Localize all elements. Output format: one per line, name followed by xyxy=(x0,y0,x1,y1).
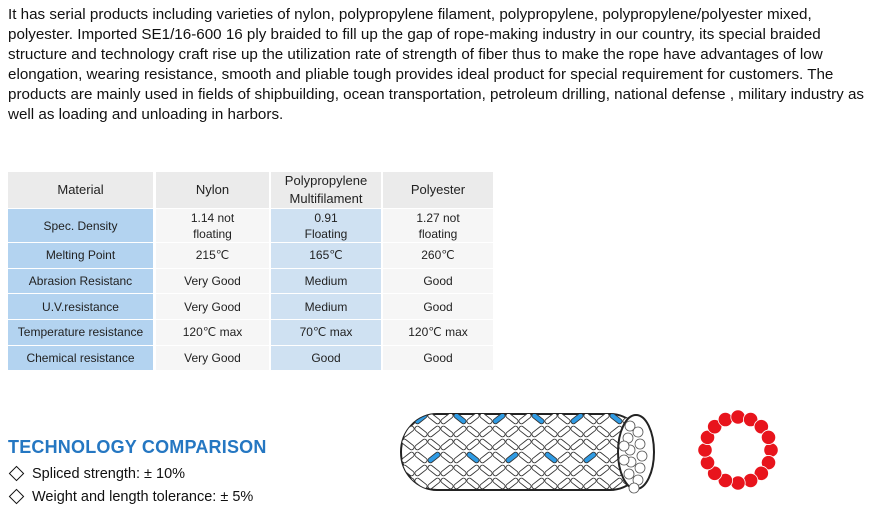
table-row xyxy=(8,242,493,268)
cell-text: 0.91 Floating xyxy=(304,210,348,241)
list-item xyxy=(8,485,253,508)
table-header-row xyxy=(8,172,493,208)
row-label: Abrasion Resistanc xyxy=(8,268,156,294)
cell: 120℃ max xyxy=(156,319,271,345)
header-nylon: Nylon xyxy=(156,172,271,208)
cell: 215℃ xyxy=(156,242,271,268)
row-label: Temperature resistance xyxy=(8,319,156,345)
cell: Good xyxy=(383,345,493,371)
cell-text: 1.27 not floating xyxy=(416,210,460,241)
table-row xyxy=(8,293,493,319)
cell: Very Good xyxy=(156,293,271,319)
cell: 260℃ xyxy=(383,242,493,268)
row-label: Chemical resistance xyxy=(8,345,156,371)
diamond-bullet-icon xyxy=(9,489,25,505)
header-material: Material xyxy=(8,172,156,208)
intro-paragraph: It has serial products including varieties of nylon, polypropylene filament, polypropylene, polypropylene/polyester mixed, polyester. Imported SE1/16-600 16 ply braided to fill up the gap of rope-making industry in our country, its special braided structure and technology craft rise up the utilization rate of strength of fiber thus to make the rope have advantages of low elongation, wearing resistance, smooth and pliable tough provides ideal product for special requirement for customers. The products are mainly used in fields of shipbuilding, ocean transportation, petroleum drilling, national defense , military industry as well as loading and unloading in harbors. xyxy=(8,6,865,124)
header-polypropylene-text: Polypropylene Multifilament xyxy=(284,173,368,206)
list-item-text: Spliced strength: ± 10% xyxy=(32,465,186,482)
table-row xyxy=(8,319,493,345)
cell: Medium xyxy=(271,268,383,294)
cell xyxy=(271,208,383,242)
rope-cross-section-icon xyxy=(695,407,781,493)
header-polypropylene xyxy=(271,172,383,208)
cell: 120℃ max xyxy=(383,319,493,345)
cell-text: 1.14 not floating xyxy=(190,210,235,241)
cell: Good xyxy=(383,268,493,294)
table-row xyxy=(8,208,493,242)
table-row xyxy=(8,345,493,371)
cell: 165℃ xyxy=(271,242,383,268)
braided-rope-icon xyxy=(398,410,658,494)
list-item xyxy=(8,462,253,485)
row-label: Melting Point xyxy=(8,242,156,268)
cell xyxy=(156,208,271,242)
spec-table xyxy=(8,172,493,370)
cell: Medium xyxy=(271,293,383,319)
cell: Very Good xyxy=(156,345,271,371)
technology-title: TECHNOLOGY COMPARISON xyxy=(8,437,267,457)
diamond-bullet-icon xyxy=(9,466,25,482)
cell: Good xyxy=(271,345,383,371)
cell: 70℃ max xyxy=(271,319,383,345)
cell xyxy=(383,208,493,242)
list-item-text: Weight and length tolerance: ± 5% xyxy=(32,488,254,505)
cell: Very Good xyxy=(156,268,271,294)
technology-list xyxy=(8,462,253,508)
table-row xyxy=(8,268,493,294)
cell: Good xyxy=(383,293,493,319)
header-polyester: Polyester xyxy=(383,172,493,208)
row-label: Spec. Density xyxy=(8,208,156,242)
row-label: U.V.resistance xyxy=(8,293,156,319)
